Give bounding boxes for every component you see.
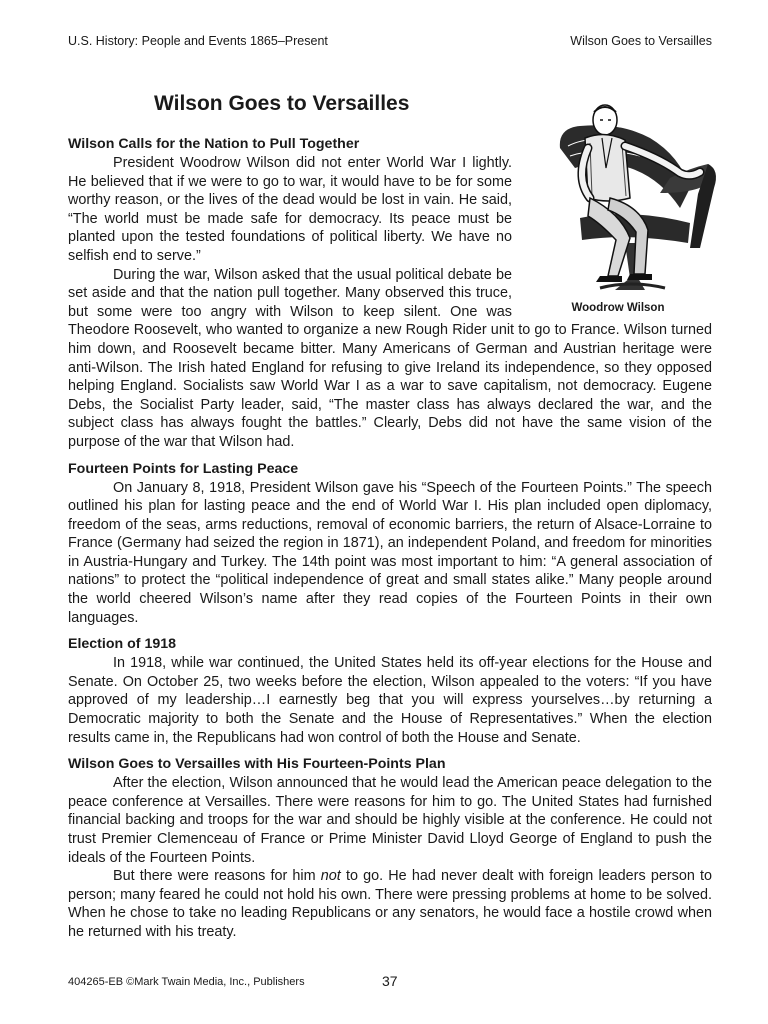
section-heading: Election of 1918 xyxy=(68,636,177,653)
header-right: Wilson Goes to Versailles xyxy=(570,34,712,48)
page-number: 37 xyxy=(382,973,398,989)
article-body xyxy=(68,135,712,942)
figure-caption: Woodrow Wilson xyxy=(571,302,665,314)
text-run: But there were reasons for him xyxy=(113,868,321,885)
paragraph: On January 8, 1918, President Wilson gave his “Speech of the Fourteen Points.” The speech outlined his plan for lasting peace and the end of World War I. His plan included open diplomacy, freedom of the seas, arms reductions, removal of economic barriers, the return of Alsace-Lorraine to France (Germany had seized the region in 1871), an independent Poland, and freedom for minorities in Austria-Hungary and Turkey. The 14th point was most important to him: “A general association of nations” to protect the “political independence of great and small states alike.” Many people around the world cheered Wilson’s name after they read copies of the Fourteen Points in their own languages. xyxy=(68,479,712,626)
figure-spacer xyxy=(512,135,712,315)
section-heading: Fourteen Points for Lasting Peace xyxy=(68,460,299,477)
header-left: U.S. History: People and Events 1865–Present xyxy=(68,34,328,48)
section-heading: Wilson Calls for the Nation to Pull Together xyxy=(68,136,360,152)
paragraph xyxy=(68,867,712,941)
paragraph: After the election, Wilson announced that he would lead the American peace delegation to the peace conference at Versailles. There were reasons for him to go. The United States had furnished financial backing and troops for the war and should be highly visible at the conference. He could not trust Premier Clemenceau of France or Prime Minister David Lloyd George of England to push the ideals of the Fourteen Points. xyxy=(68,775,712,866)
paragraph: President Woodrow Wilson did not enter World War I lightly. He believed that if we were to go to war, it would have to be for some worthy reason, or the lives of the dead would be lost in vain. He said, “The world must be made safe for democracy. Its peace must be planted upon the tested foundations of political liberty. We have no selfish end to serve.” xyxy=(68,155,512,264)
section-heading: Wilson Goes to Versailles with His Fourteen-Points Plan xyxy=(68,756,446,773)
emphasis-text: not xyxy=(320,868,341,885)
paragraph: In 1918, while war continued, the United States held its off-year elections for the House and Senate. On October 25, two weeks before the election, Wilson appealed to the voters: “If you have approved of my leadership…I earnestly beg that you will express yourselves…by returning a Democratic majority to both the Senate and the House of Representatives.” When the election results came in, the Republicans had won control of both the House and Senate. xyxy=(68,655,712,746)
text-run: to go. He had never dealt with foreign leaders person to person; many feared he could not hold his own. There were pressing problems at home to be solved. When he chose to take no leading Republicans or any senators, he would face a hostile crowd when he returned with his treaty. xyxy=(68,868,713,940)
footer-publisher: 404265-EB ©Mark Twain Media, Inc., Publishers xyxy=(68,976,305,988)
paragraph: During the war, Wilson asked that the usual political debate be set aside and that the nation pull together. Many observed this truce, but some were too angry with Wilson to keep silent. One was Theodore Roosevelt, who wanted to organize a new Rough Rider unit to go to France. Wilson turned him down, and Roosevelt became bitter. Many Americans of German and Austrian heritage were anti-Wilson. The Irish hated England for refusing to give Ireland its independence, so they opposed helping England. Socialists saw World War I as a war to save capitalism, not democracy. Eugene Debs, the Socialist Party leader, said, “The master class has always declared the war, and the subject class has always fought the battles.” Clearly, Debs did not have the same vision of the purpose of the war that Wilson had. xyxy=(68,266,712,450)
page-title: Wilson Goes to Versailles xyxy=(154,92,410,115)
